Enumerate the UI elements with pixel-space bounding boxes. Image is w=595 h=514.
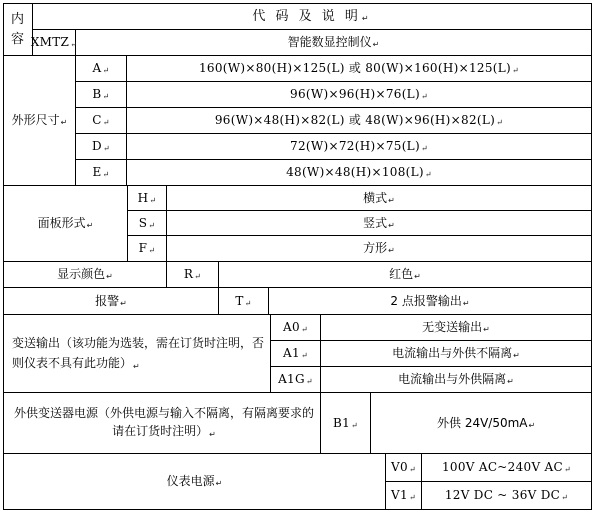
panel-label: 面板形式 ↵ — [37, 216, 94, 230]
dimension-value: 96(W)×96(H)×76(L) ↵ — [290, 87, 428, 101]
dimension-code: E ↵ — [92, 165, 110, 179]
dimension-value: 160(W)×80(H)×125(L) 或 80(W)×160(H)×125(L) ↵ — [198, 61, 520, 75]
alarm-value: 2 点报警输出 ↵ — [390, 293, 470, 308]
power-label: 仪表电源 ↵ — [166, 474, 223, 488]
dimension-value: 48(W)×48(H)×108(L) ↵ — [286, 165, 432, 179]
dimensions-label: 外形尺寸 ↵ — [11, 113, 68, 127]
transmit-value: 电流输出与外供不隔离 ↵ — [392, 346, 520, 360]
supply-value: 外供 24V/50mA ↵ — [437, 415, 536, 430]
power-code: V1 ↵ — [391, 488, 416, 502]
model-name: 智能数显控制仪 ↵ — [287, 35, 380, 49]
panel-value: 横式 ↵ — [363, 190, 395, 205]
display-code: R ↵ — [183, 267, 202, 281]
model-code: XMTZ ↵ — [30, 35, 78, 49]
transmit-value: 电流输出与外供隔离 ↵ — [398, 372, 514, 386]
supply-label: 外供变送器电源（外供电源与输入不隔离，有隔离要求的请在订货时注明）↵ — [13, 406, 314, 439]
panel-code: H ↵ — [137, 190, 157, 205]
power-code: V0 ↵ — [391, 460, 416, 474]
dimension-code: A ↵ — [92, 61, 110, 75]
power-value: 12V DC ~ 36V DC ↵ — [444, 488, 569, 502]
panel-code: S ↵ — [138, 215, 156, 230]
display-label: 显示颜色 ↵ — [57, 267, 113, 281]
panel-value: 方形 ↵ — [363, 241, 395, 255]
dimension-code: C ↵ — [92, 113, 110, 127]
alarm-code: T ↵ — [235, 293, 252, 308]
panel-code: F ↵ — [138, 241, 156, 255]
transmit-value: 无变送输出 ↵ — [422, 320, 490, 334]
panel-value: 竖式 ↵ — [363, 215, 395, 230]
transmit-code: A1G ↵ — [278, 372, 313, 386]
dimension-value: 72(W)×72(H)×75(L) ↵ — [290, 139, 428, 153]
dimension-code: B ↵ — [92, 87, 110, 101]
header-title: 代 码 及 说 明 ↵ — [252, 9, 372, 24]
transmit-code: A1 ↵ — [283, 346, 308, 360]
dimension-value: 96(W)×48(H)×82(L) 或 48(W)×96(H)×82(L) ↵ — [214, 113, 504, 127]
supply-code: B1 ↵ — [332, 415, 359, 430]
transmit-code: A0 ↵ — [283, 320, 308, 334]
display-value: 红色 ↵ — [389, 267, 421, 281]
content-label: 内容 — [11, 11, 25, 47]
power-value: 100V AC~240V AC ↵ — [441, 460, 572, 474]
transmit-label: 变送输出（该功能为选装，需在订货时注明，否则仪表不具有此功能）↵ — [12, 335, 265, 371]
dimension-code: D ↵ — [92, 139, 110, 153]
alarm-label: 报警 ↵ — [95, 293, 127, 308]
